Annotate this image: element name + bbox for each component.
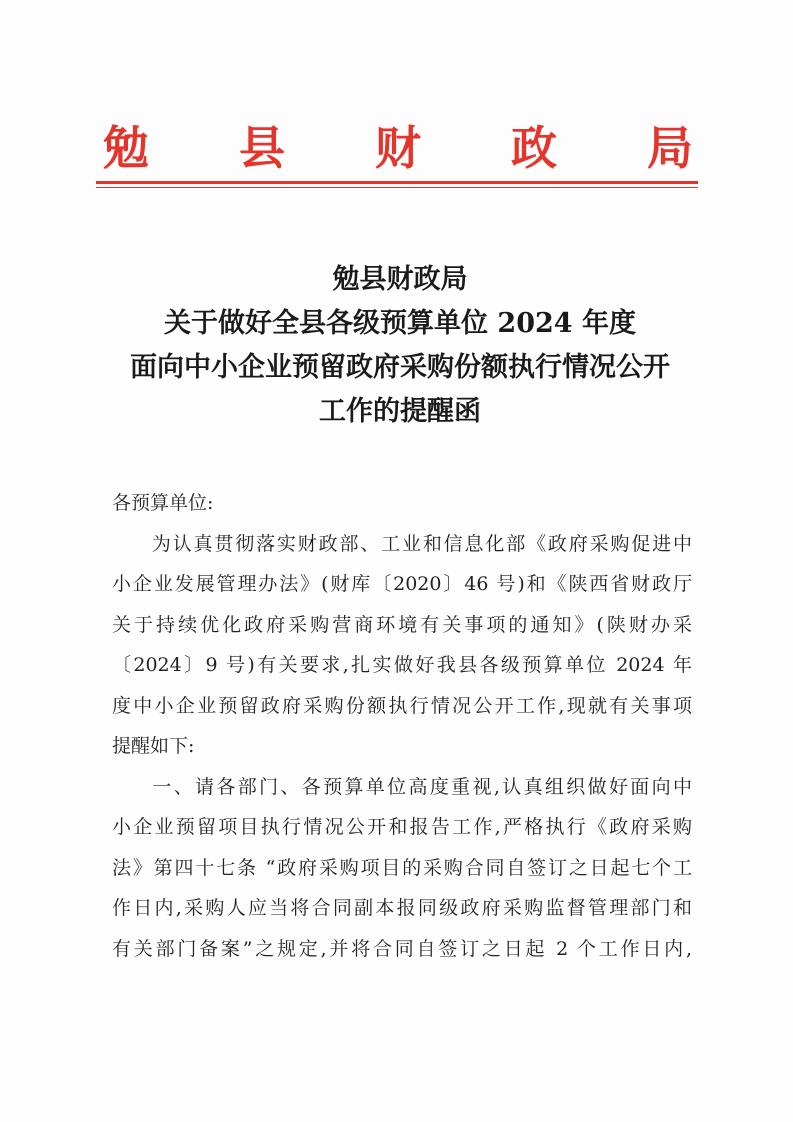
title-line: 关于做好全县各级预算单位 2024 年度 — [164, 308, 636, 339]
letterhead-rule-thin — [96, 187, 698, 188]
letterhead-char: 财 — [375, 121, 421, 175]
letterhead — [103, 118, 693, 178]
body-line: 为认真贯彻落实财政部、工业和信息化部《政府采购促进中 — [150, 532, 692, 555]
body-line: 度中小企业预留政府采购份额执行情况公开工作,现就有关事项 — [112, 694, 692, 717]
letterhead-char: 政 — [511, 121, 557, 175]
title-line: 面向中小企业预留政府采购份额执行情况公开 — [130, 352, 670, 383]
salutation: 各预算单位: — [112, 492, 214, 514]
body-line: 有关部门备案”之规定,并将合同自签订之日起 2 个工作日内, — [112, 937, 692, 960]
body-line: 作日内,采购人应当将合同副本报同级政府采购监督管理部门和 — [112, 897, 692, 919]
body-line: 关于持续优化政府采购营商环境有关事项的通知》(陕财办采 — [112, 613, 692, 636]
document-body — [112, 483, 692, 969]
body-line: 法》第四十七条 “政府采购项目的采购合同自签订之日起七个工 — [112, 856, 692, 879]
letterhead-char: 县 — [239, 121, 285, 175]
body-line: 小企业预留项目执行情况公开和报告工作,严格执行《政府采购 — [112, 816, 692, 838]
body-line: 一、请各部门、各预算单位高度重视,认真组织做好面向中 — [150, 775, 692, 798]
letterhead-char: 勉 — [103, 121, 149, 175]
body-line: 〔2024〕9 号)有关要求,扎实做好我县各级预算单位 2024 年 — [112, 654, 692, 676]
title-line: 勉县财政局 — [332, 264, 468, 295]
body-line: 小企业发展管理办法》(财库〔2020〕46 号)和《陕西省财政厅 — [112, 573, 692, 595]
letterhead-rule-thick — [96, 181, 698, 184]
body-line: 提醒如下: — [112, 735, 195, 757]
letterhead-char: 局 — [647, 121, 693, 175]
document-title — [100, 258, 700, 434]
title-line: 工作的提醒函 — [319, 396, 481, 427]
